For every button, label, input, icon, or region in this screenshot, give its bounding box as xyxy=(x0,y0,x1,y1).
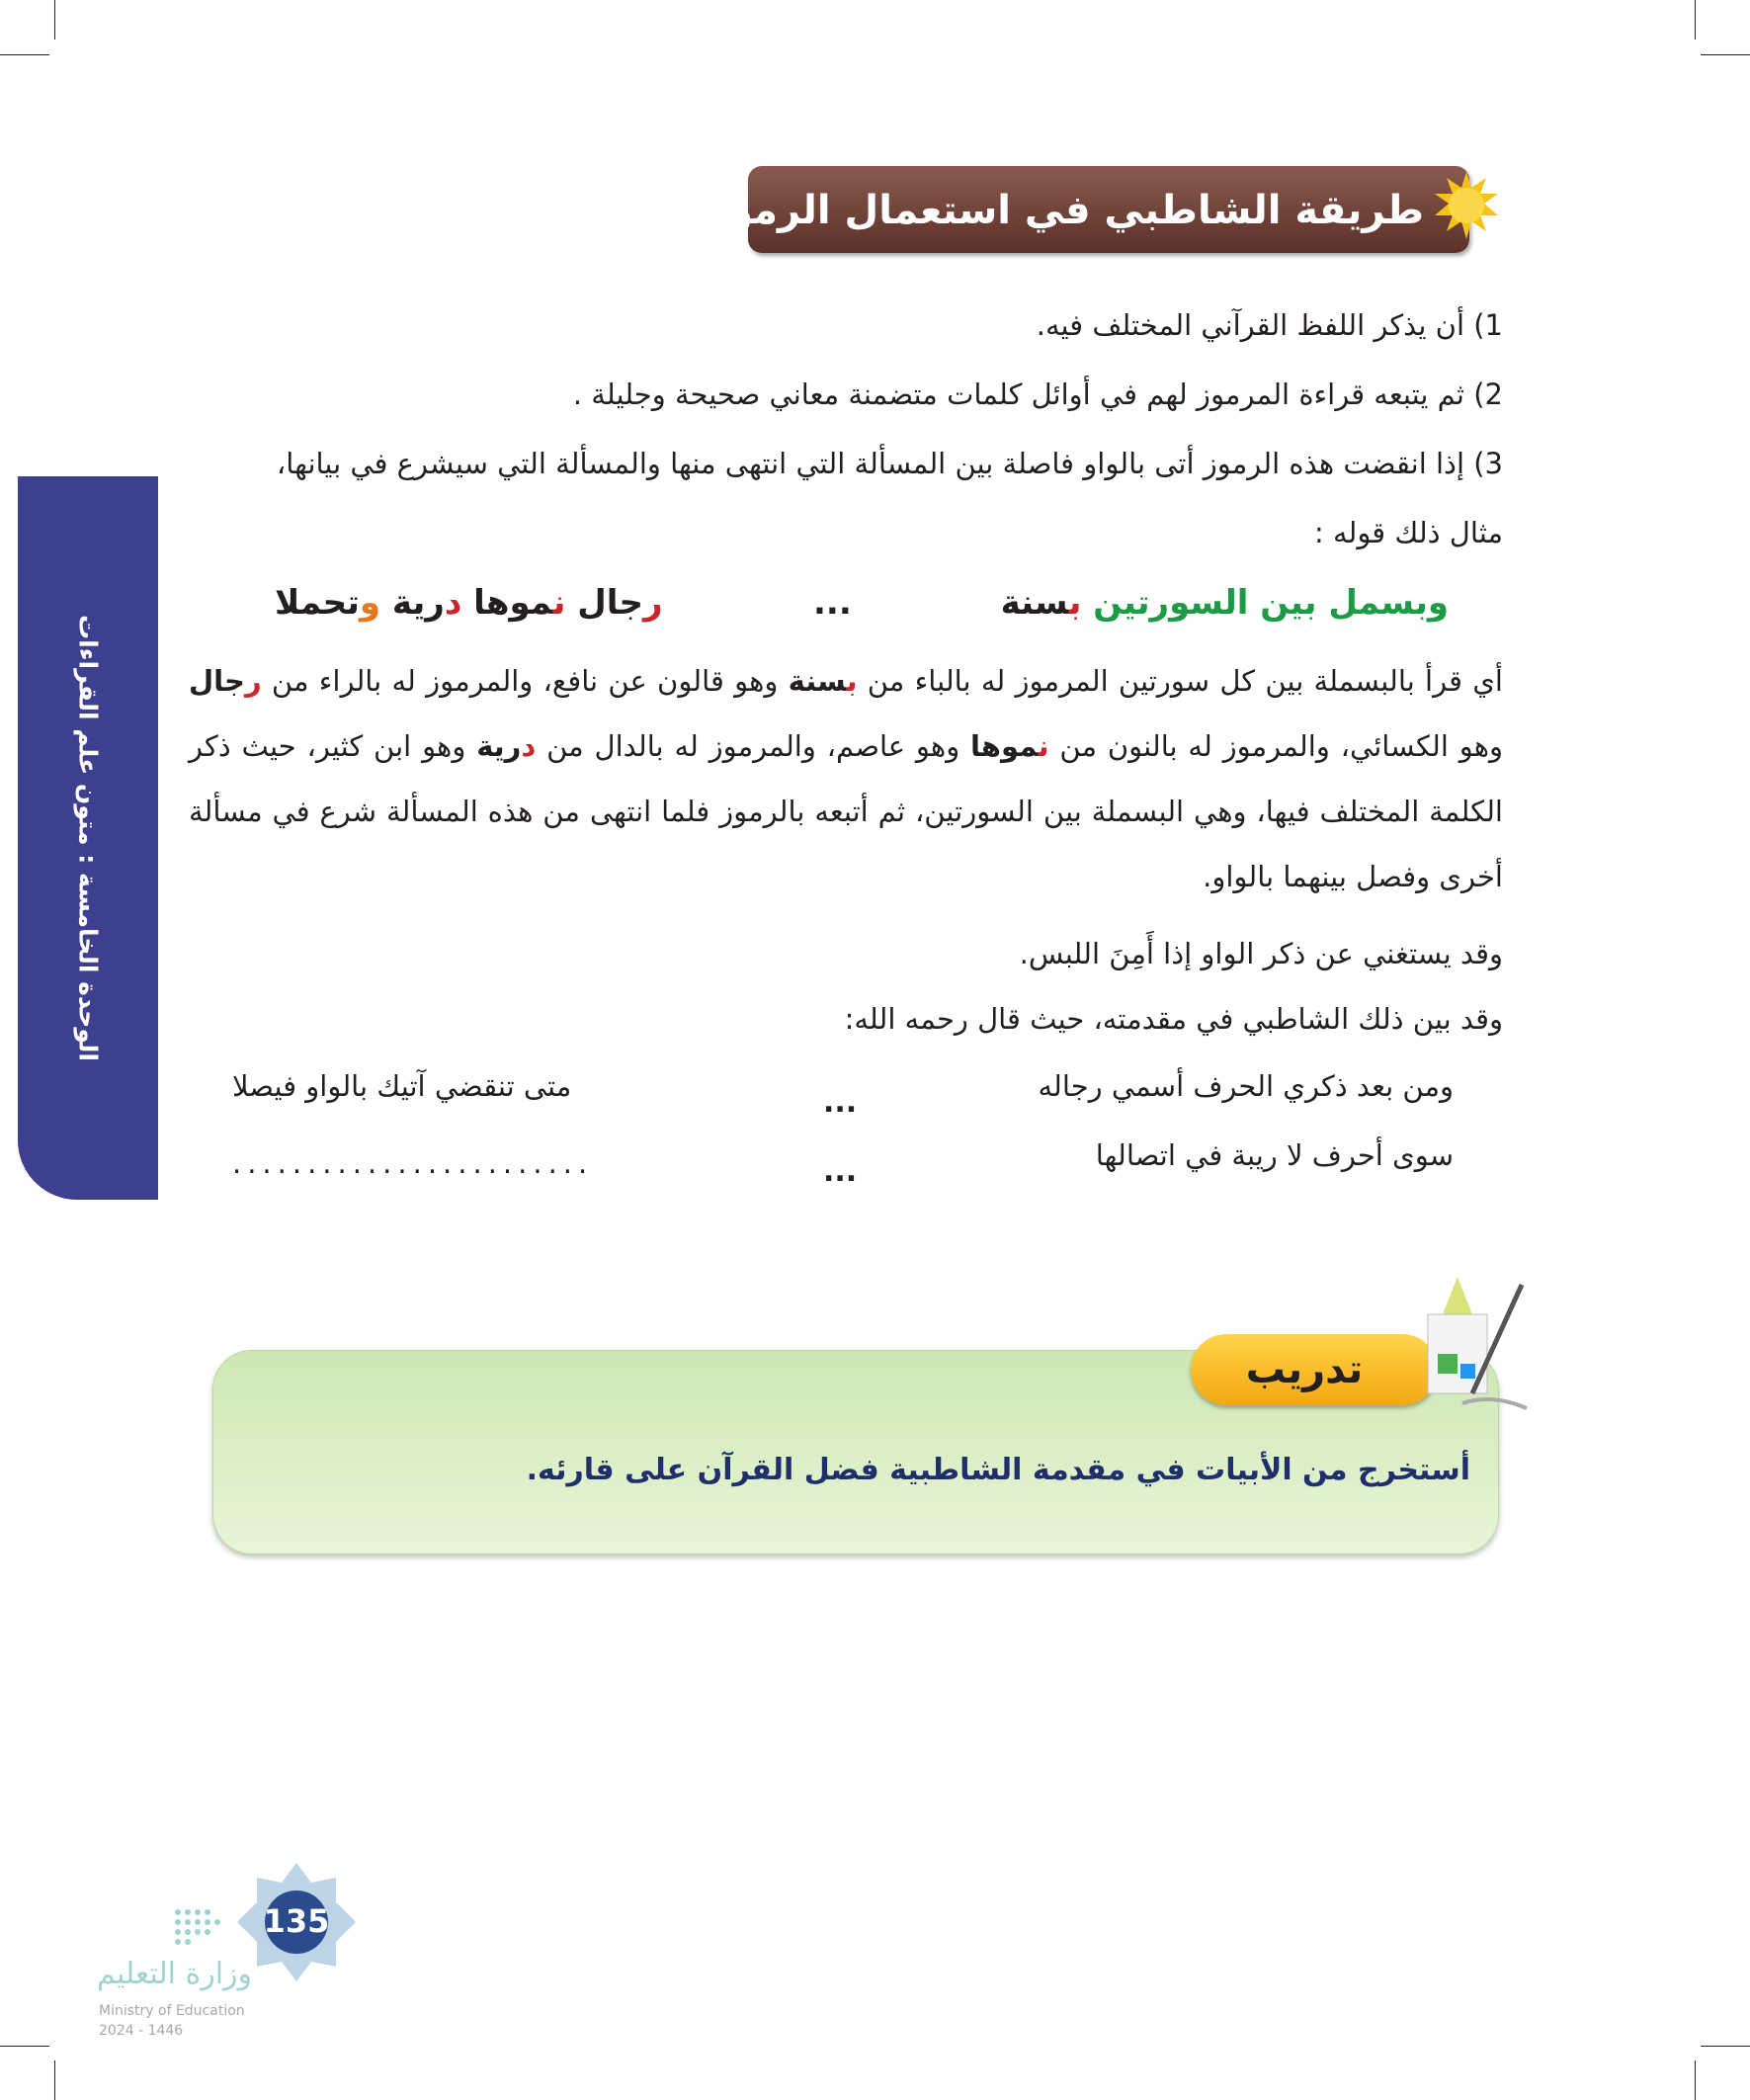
ministry-year: 2024 - 1446 xyxy=(99,2023,184,2039)
rule-1: 1) أن يذكر اللفظ القرآني المختلف فيه. xyxy=(1036,308,1503,342)
verse-word: جال xyxy=(565,583,643,623)
explanation-text: وهو الكسائي، والمرموز له بالنون من xyxy=(1048,729,1503,763)
verse-first-half xyxy=(1001,583,1449,623)
crop-mark xyxy=(54,0,55,40)
explanation-text: وهو قالون عن نافع، والمرموز له بالراء من xyxy=(261,664,789,698)
exercise-question: أستخرج من الأبيات في مقدمة الشاطبية فضل القرآن على قارئه. xyxy=(526,1453,1470,1487)
verse-symbol-d: د xyxy=(444,583,462,623)
symbol-r: ر xyxy=(244,664,262,698)
rule-2: 2) ثم يتبعه قراءة المرموز لهم في أوائل كلمات متضمنة معاني صحيحة وجليلة . xyxy=(572,378,1503,411)
verse-word: موها xyxy=(461,583,553,623)
exercise-label: تدريب xyxy=(1245,1347,1364,1392)
symbol-n: ن xyxy=(1038,729,1049,763)
ministry-logo-dots-icon xyxy=(168,1902,247,1952)
ministry-name-ar: وزارة التعليم xyxy=(97,1957,253,1991)
poem-line-2-right: سوى أحرف لا ريبة في اتصالها xyxy=(1095,1138,1454,1172)
verse-word: تحملا xyxy=(275,583,360,623)
verse-symbol-b: ب xyxy=(1068,583,1082,623)
crop-mark xyxy=(54,2060,55,2100)
verse-word: سنة xyxy=(1000,583,1069,623)
poem-line-1-left: متى تنقضي آتيك بالواو فيصلا xyxy=(232,1069,572,1103)
note-line-1: وقد يستغني عن ذكر الواو إذا أَمِنَ اللبس. xyxy=(1019,937,1503,970)
verse-second-half xyxy=(275,583,663,623)
symbol-d: د xyxy=(521,729,537,763)
poem-line-2-left: ........................ xyxy=(232,1146,594,1180)
explanation-text: وهو عاصم، والمرموز له بالدال من xyxy=(536,729,971,763)
verse-green-text: وبسمل بين السورتين xyxy=(1081,583,1449,623)
rule-3: 3) إذا انقضت هذه الرموز أتى بالواو فاصلة بين المسألة التي انتهى منها والمسألة التي سيشرع في بيانها، xyxy=(276,447,1503,480)
section-title: طريقة الشاطبي في استعمال الرموز xyxy=(706,188,1424,233)
verse-symbol-r: ر xyxy=(642,583,663,623)
verse-symbol-n: ن xyxy=(552,583,566,623)
symbol-b: ب xyxy=(846,664,858,698)
verse-word: رية xyxy=(380,583,445,623)
verse-symbol-w: و xyxy=(359,583,381,623)
explanation-paragraph xyxy=(189,648,1503,909)
pen-and-book-icon xyxy=(1403,1275,1532,1423)
keyword: رية xyxy=(476,729,522,763)
keyword: سنة xyxy=(788,664,847,698)
keyword: جال xyxy=(189,664,245,698)
crop-mark xyxy=(1695,0,1696,40)
example-intro: مثال ذلك قوله : xyxy=(1313,516,1503,549)
crop-mark xyxy=(0,54,49,55)
explanation-text: أي قرأ بالبسملة بين كل سورتين المرموز له بالباء من xyxy=(857,664,1503,698)
poem-separator: ... xyxy=(823,1154,858,1189)
crop-mark xyxy=(1695,2060,1696,2100)
verse-separator: ... xyxy=(813,583,852,623)
sun-icon xyxy=(1431,170,1502,241)
page-number: 135 xyxy=(263,1902,330,1940)
crop-mark xyxy=(0,2046,49,2047)
explanation-text: وهو ابن كثير، حيث ذكر الكلمة المختلف فيها، وهي البسملة بين السورتين، ثم أتبعه بالرموز فلما انتهى من هذه المسألة شرع في مسألة أخرى وفصل بينهما بالواو. xyxy=(189,729,1503,893)
crop-mark xyxy=(1701,2046,1750,2047)
poem-line-1-right: ومن بعد ذكري الحرف أسمي رجاله xyxy=(1038,1069,1454,1103)
ministry-name-en: Ministry of Education xyxy=(99,2003,245,2019)
crop-mark xyxy=(1701,54,1750,55)
note-line-2: وقد بين ذلك الشاطبي في مقدمته، حيث قال رحمه الله: xyxy=(844,1002,1503,1036)
keyword: موها xyxy=(970,729,1039,763)
poem-separator: ... xyxy=(823,1085,858,1120)
unit-label: الوحدة الخامسة : متون علم القراءات xyxy=(73,615,103,1061)
